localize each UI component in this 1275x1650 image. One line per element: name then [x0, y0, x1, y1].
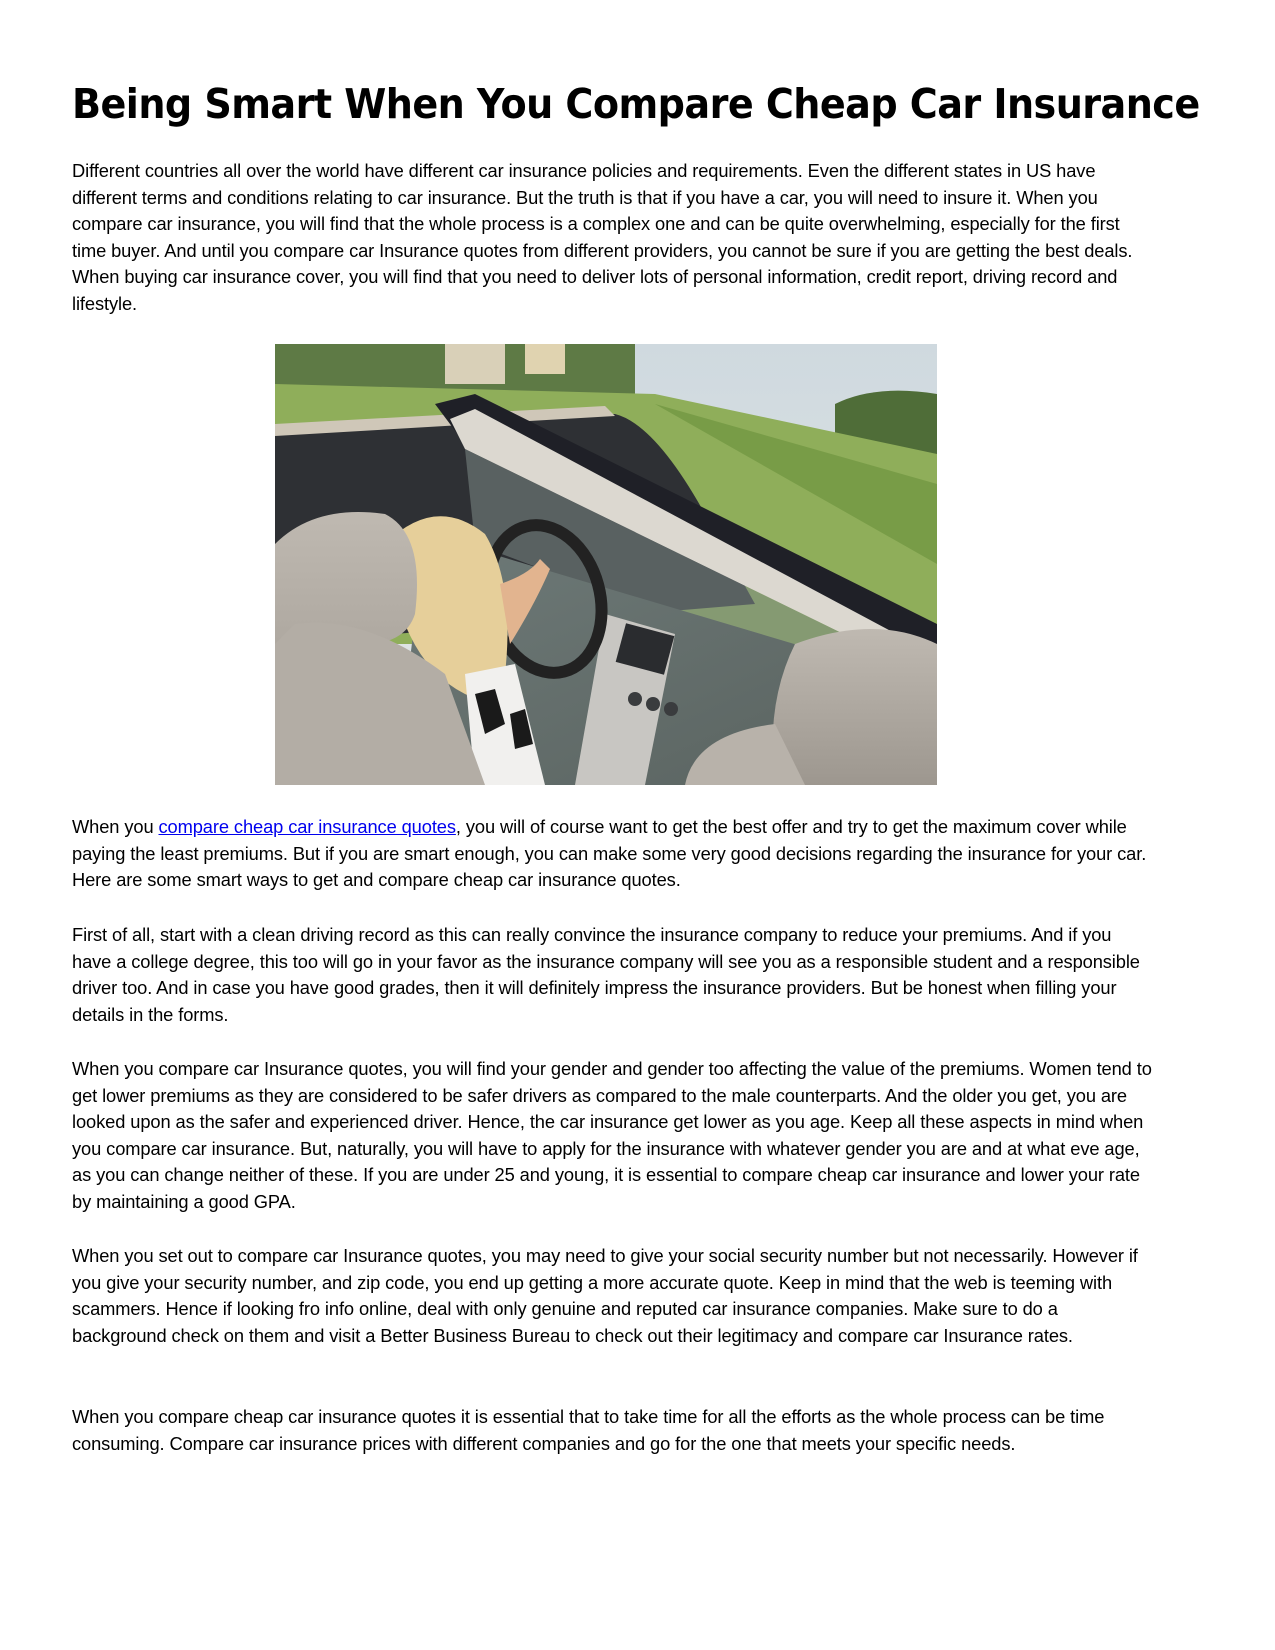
document-page — [72, 72, 1200, 1454]
paragraph-driving-record: First of all, start with a clean driving record as this can really convince the insurance company to reduce your premiums. And if you have a college degree, this too will go in your favor as the insurance company will see you as a responsible student and a responsible driver too. And in case you have good grades, then it will definitely impress the insurance providers. But be honest when filling your details in the forms. — [72, 924, 1140, 1025]
paragraph-intro: Different countries all over the world have different car insurance policies and requirements. Even the different states in US have different terms and conditions relating to car insurance. But the truth is that if you have a car, you will need to insure it. When you compare car insurance, you will find that the whole process is a complex one and can be quite overwhelming, especially for the first time buyer. And until you compare car Insurance quotes from different providers, you cannot be sure if you are getting the best deals. When buying car insurance cover, you will find that you need to deliver lots of personal information, credit report, driving record and lifestyle. — [72, 160, 1133, 314]
page-title: Being Smart When You Compare Cheap Car Insurance — [72, 80, 1200, 128]
paragraph-social-security: When you set out to compare car Insurance quotes, you may need to give your social security number but not necessarily. However if you give your security number, and zip code, you end up getting a more accurate quote. Keep in mind that the web is teeming with scammers. Hence if looking fro info online, deal with only genuine and reputed car insurance companies. Make sure to do a background check on them and visit a Better Business Bureau to check out their legitimacy and compare car Insurance rates. — [72, 1245, 1138, 1346]
paragraph-text: When you — [72, 816, 159, 837]
photo-woman-driving-convertible-icon — [275, 344, 937, 785]
paragraph-gender-age: When you compare car Insurance quotes, you will find your gender and gender too affecting the value of the premiums. Women tend to get lower premiums as they are considered to be safer drivers as compared to the male counterparts. And the older you get, you are looked upon as the safer and experienced driver. Hence, the car insurance get lower as you age. Keep all these aspects in mind when you compare car insurance. But, naturally, you will have to apply for the insurance with whatever gender you are and at what eve age, as you can change neither of these. If you are under 25 and young, it is essential to compare cheap car insurance and lower your rate by maintaining a good GPA. — [72, 1058, 1152, 1212]
paragraph-text: , you will of course want to get the best offer and try to get the maximum cover while paying the least premiums. But if you are smart enough, you can make some very good decisions regarding the insurance for your car. Here are some smart ways to get and compare cheap car insurance quotes. — [72, 816, 1147, 891]
paragraph-conclusion: When you compare cheap car insurance quotes it is essential that to take time for all the efforts as the whole process can be time consuming. Compare car insurance prices with different companies and go for the one that meets your specific needs. — [72, 1406, 1105, 1454]
paragraph-compare-quotes — [72, 814, 1152, 894]
compare-quotes-link[interactable]: compare cheap car insurance quotes — [158, 816, 456, 837]
car-photo — [275, 344, 937, 785]
